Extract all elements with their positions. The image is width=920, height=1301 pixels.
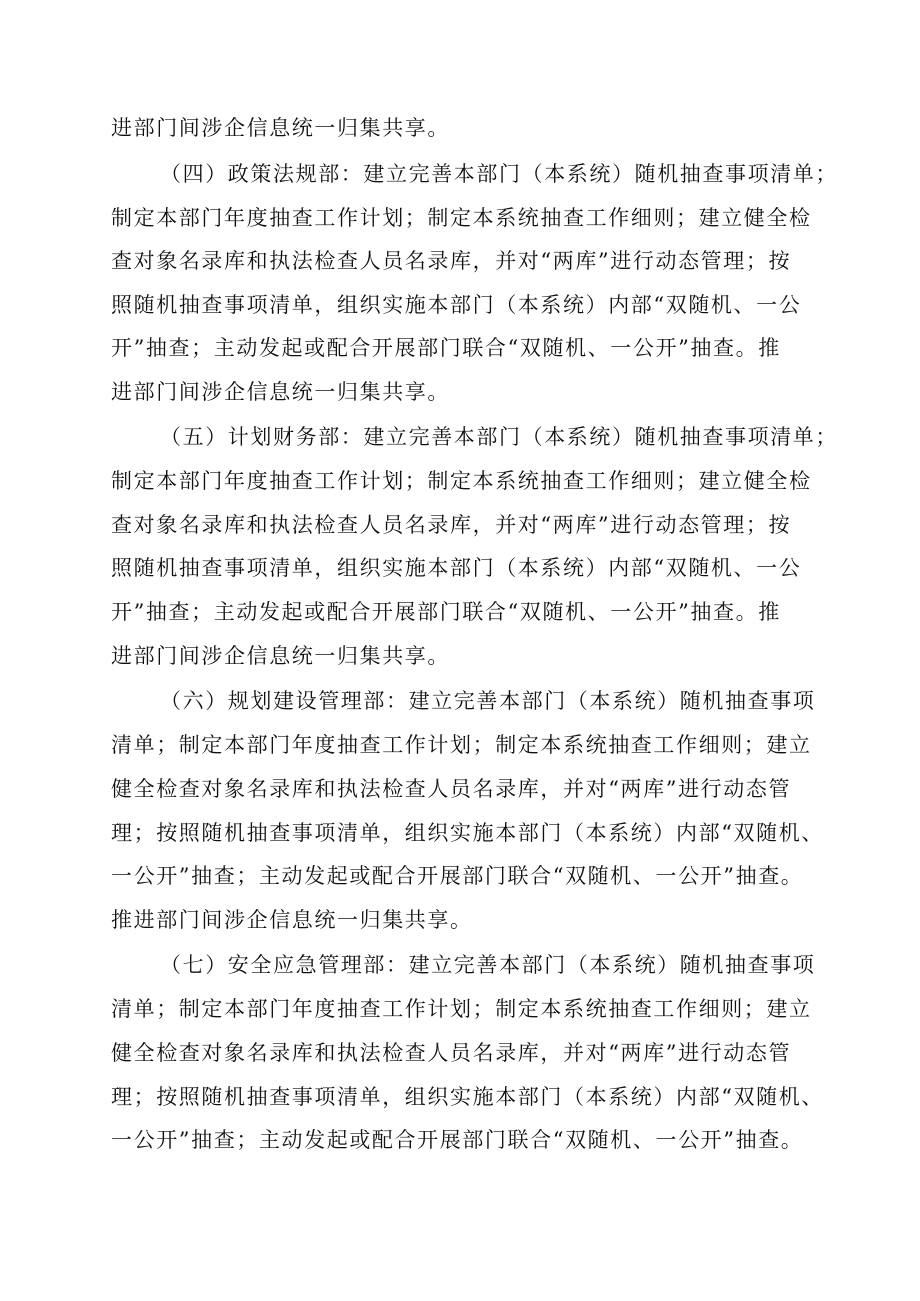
text-line: 进部门间涉企信息统一归集共享。 — [111, 644, 450, 668]
text-line: 查对象名录库和执法检查人员名录库，并对“两库”进行动态管理；按 — [111, 249, 792, 273]
text-line: 清单；制定本部门年度抽查工作计划；制定本系统抽查工作细则；建立 — [111, 733, 812, 757]
text-line: 推进部门间涉企信息统一归集共享。 — [111, 908, 473, 932]
text-line: 开”抽查；主动发起或配合开展部门联合“双随机、一公开”抽查。推 — [111, 600, 781, 624]
text-line: 清单；制定本部门年度抽查工作计划；制定本系统抽查工作细则；建立 — [111, 997, 812, 1021]
text-line: 照随机抽查事项清单，组织实施本部门（本系统）内部“双随机、一公 — [111, 293, 802, 317]
text-line: 照随机抽查事项清单，组织实施本部门（本系统）内部“双随机、一公 — [111, 556, 802, 580]
text-line: 制定本部门年度抽查工作计划；制定本系统抽查工作细则；建立健全检 — [111, 206, 812, 230]
paragraph-heading-line: （六）规划建设管理部：建立完善本部门（本系统）随机抽查事项 — [160, 689, 816, 713]
paragraph-heading-line: （五）计划财务部：建立完善本部门（本系统）随机抽查事项清单； — [160, 425, 838, 449]
paragraph-heading-line: （七）安全应急管理部：建立完善本部门（本系统）随机抽查事项 — [160, 953, 816, 977]
text-line: 开”抽查；主动发起或配合开展部门联合“双随机、一公开”抽查。推 — [111, 336, 781, 360]
text-line: 查对象名录库和执法检查人员名录库，并对“两库”进行动态管理；按 — [111, 513, 792, 537]
text-line: 进部门间涉企信息统一归集共享。 — [111, 116, 450, 140]
text-line: 健全检查对象名录库和执法检查人员名录库，并对“两库”进行动态管 — [111, 777, 792, 801]
paragraph-heading-line: （四）政策法规部：建立完善本部门（本系统）随机抽查事项清单； — [160, 162, 838, 186]
text-line: 制定本部门年度抽查工作计划；制定本系统抽查工作细则；建立健全检 — [111, 469, 812, 493]
text-line: 理；按照随机抽查事项清单，组织实施本部门（本系统）内部“双随机、 — [111, 1085, 824, 1109]
text-line: 一公开”抽查；主动发起或配合开展部门联合“双随机、一公开”抽查。 — [111, 864, 804, 888]
text-line: 理；按照随机抽查事项清单，组织实施本部门（本系统）内部“双随机、 — [111, 821, 824, 845]
text-line: 一公开”抽查；主动发起或配合开展部门联合“双随机、一公开”抽查。 — [111, 1128, 804, 1152]
text-line: 进部门间涉企信息统一归集共享。 — [111, 380, 450, 404]
text-line: 健全检查对象名录库和执法检查人员名录库，并对“两库”进行动态管 — [111, 1041, 792, 1065]
